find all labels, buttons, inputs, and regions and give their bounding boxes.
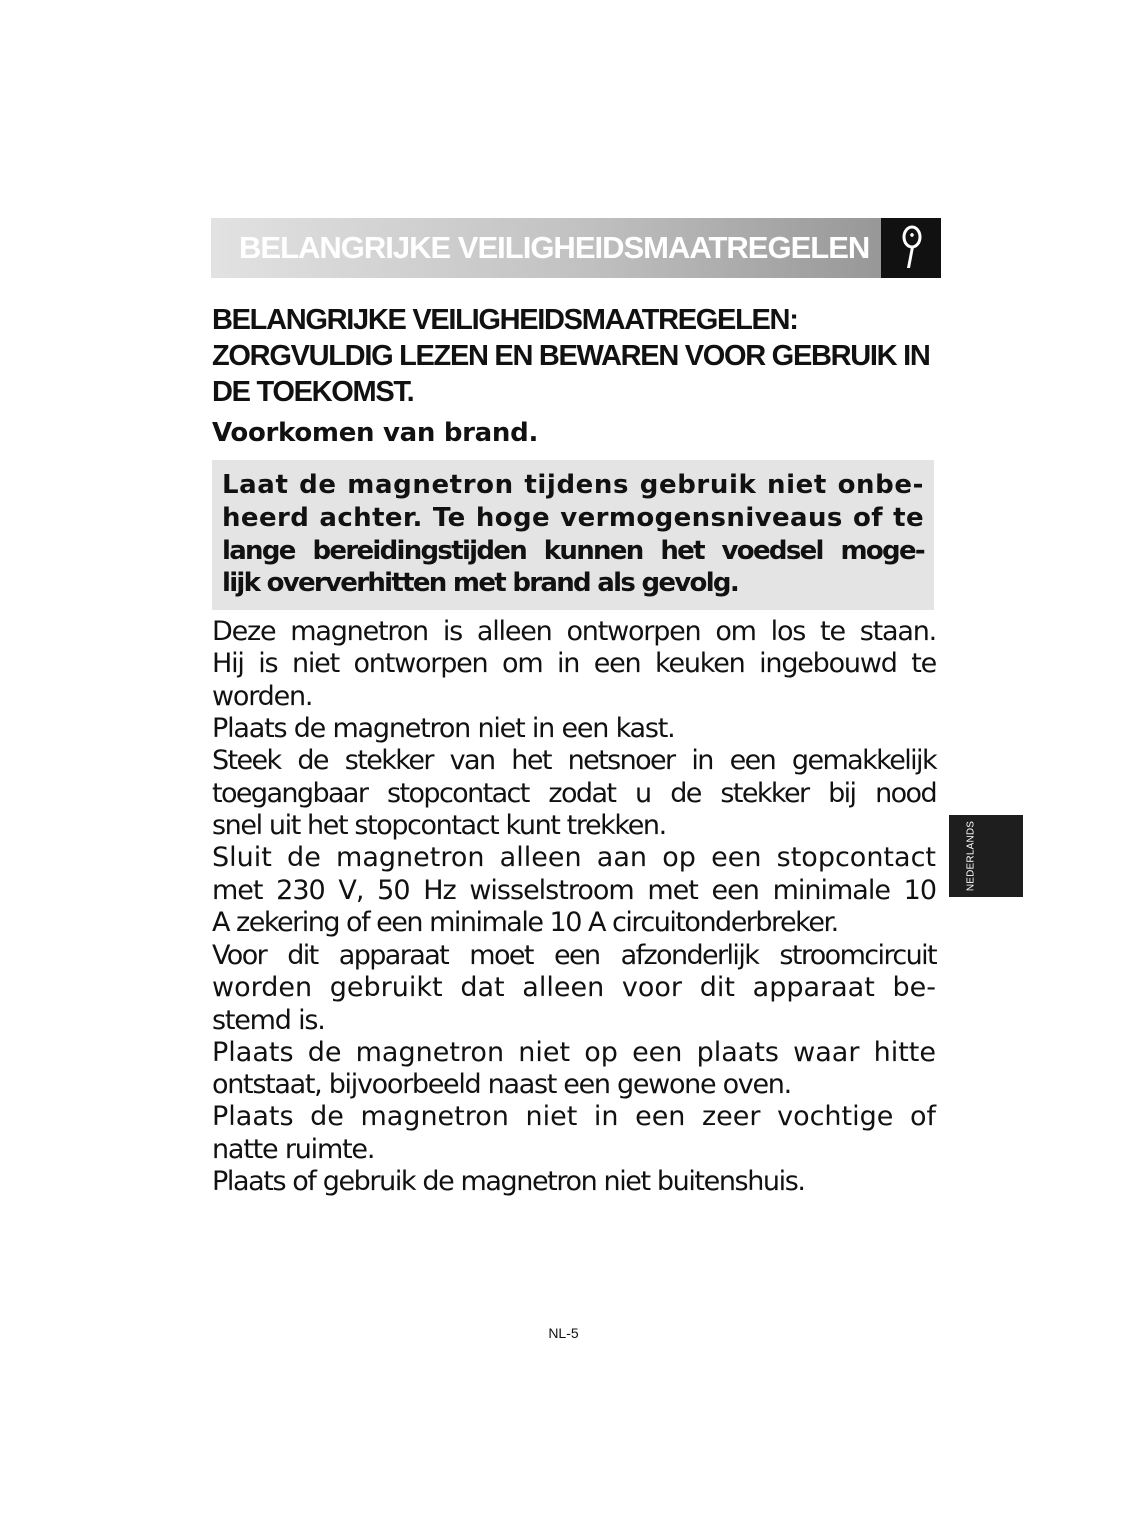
body-line: ontstaat, bijvoorbeeld naast een gewone oven. <box>212 1069 791 1100</box>
warning-line: lange bereidingstijden kunnen het voedsel moge- <box>222 536 924 566</box>
body-line: natte ruimte. <box>212 1134 375 1165</box>
spoon-icon <box>898 225 924 271</box>
body-line: worden gebruikt dat alleen voor dit apparaat be- <box>212 972 936 1003</box>
page-number: NL-5 <box>548 1325 579 1341</box>
warning-line: heerd achter. Te hoge vermogensniveaus of te <box>222 503 924 533</box>
body-line: Plaats de magnetron niet in een zeer vochtige of <box>212 1101 936 1132</box>
main-heading-line: DE TOEKOMST. <box>212 376 414 408</box>
main-heading-line: ZORGVULDIG LEZEN EN BEWAREN VOOR GEBRUIK IN <box>212 340 930 372</box>
body-line: snel uit het stopcontact kunt trekken. <box>212 810 666 841</box>
body-line: Hij is niet ontworpen om in een keuken ingebouwd te <box>212 648 936 679</box>
body-line: Plaats de magnetron niet in een kast. <box>212 713 675 744</box>
body-line: Sluit de magnetron alleen aan op een stopcontact <box>212 842 936 873</box>
header-icon-box <box>881 218 941 278</box>
warning-box <box>212 460 934 610</box>
sub-heading: Voorkomen van brand. <box>212 418 539 448</box>
body-line: Deze magnetron is alleen ontworpen om los te staan. <box>212 616 936 647</box>
body-line: toegangbaar stopcontact zodat u de stekker bij nood <box>212 778 936 809</box>
body-line: Voor dit apparaat moet een afzonderlijk stroomcircuit <box>212 940 936 971</box>
body-line: worden. <box>212 681 313 712</box>
warning-line: Laat de magnetron tijdens gebruik niet onbe- <box>222 470 924 500</box>
body-line: Plaats de magnetron niet op een plaats waar hitte <box>212 1037 936 1068</box>
main-heading <box>212 302 952 410</box>
body-line: stemd is. <box>212 1005 325 1036</box>
body-line: Plaats of gebruik de magnetron niet buitenshuis. <box>212 1166 805 1197</box>
section-header-title: BELANGRIJKE VEILIGHEIDSMAATREGELEN <box>239 230 870 265</box>
body-line: Steek de stekker van het netsnoer in een gemakkelijk <box>212 745 936 776</box>
language-tab-label: NEDERLANDS <box>965 820 977 892</box>
body-line: met 230 V, 50 Hz wisselstroom met een minimale 10 <box>212 875 936 906</box>
body-line: A zekering of een minimale 10 A circuitonderbreker. <box>212 907 838 938</box>
main-heading-line: BELANGRIJKE VEILIGHEIDSMAATREGELEN: <box>212 304 798 336</box>
warning-line: lijk oververhitten met brand als gevolg. <box>222 568 739 598</box>
language-tab <box>949 815 1023 897</box>
section-header-bar <box>211 218 941 278</box>
